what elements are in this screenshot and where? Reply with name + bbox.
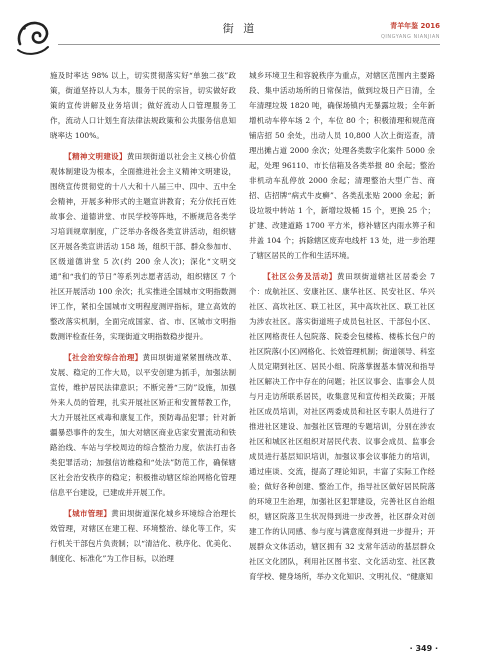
page-title: 街 道 [222, 22, 258, 35]
right-column-intro: 城乡环境卫生和容貌秩序为重点，对辖区范围内主要路段、集中活动场所的日常保洁，做到垃圾日产日清，全年清理垃圾 1820 吨，确保场镇内无暴露垃圾；全年新增机动车停车场 2 个，车位 80 个；积极清理和规范商铺店招 50 余处，出动人员 10,800 人次上街巡查，清理出摊占道 2000 余次；处理各类数字化案件 5000 余起，处理 96110、市长信箱及各类举报 80 余起；整治非机动车乱停放 2000 余起；清理整治大型广告、商招、店招牌“病式牛皮癣”、各类乱张贴 2000 余起；新设垃圾中转站 1 个，新增垃圾桶 15 个，更换 25 个；扩建、改建道路 1700 平方米，修补辖区内雨水箅子和井盖 104 个；拆除辖区废弃电线杆 13 处，进一步治理了辖区居民的工作和生活环境。 [249, 71, 435, 260]
section-tag: 【精神文明建设】 [64, 152, 127, 161]
header-rule [58, 44, 440, 45]
page-number: · 349 · [409, 644, 438, 653]
section-body: 黄田坝街道辖社区居委会 7 个：成航社区、安康社区、康华社区、民安社区、华兴社区、高坎社区、联工社区，其中高坎社区、联工社区为涉农社区。落实街道班子成员包社区、干部包小区、社区网格责任人包院落、院委会包楼栋、楼栋长包户的社区院落(小区)网格化、长效管理机制；街道领导、科室人员定期到社区、居民小组、院落掌握基本情况和指导社区解决工作中存在的问题；社区议事会、监事会人员与月走访所联系居民，收集意见和宣传相关政策；开展社区成员培训，对社区两委成员和社区专职人员进行了推进社区建设、加强社区管理的专题培训，分别在涉农社区和城区社区组织对居民代表、议事会成员、监事会成员进行基层知识培训，加强议事会议事能力的培训，通过座谈、交流，提高了理论知识，丰富了实际工作经验；做好各种创建、整治工作，指导社区做好居民院落的环境卫生治理，加强社区犯罪建设，完善社区自治组织，辖区院落卫生状况得到进一步改善，社区群众对创建工作的认同感、参与度与满意度得到进一步提升；开展群众文体活动，辖区拥有 32 支常年活动的基层群众社区文化团队，利用社区图书室、文化活动室、社区教育学校、健身场所，举办文化知识、文明礼仪、“健康知 [249, 272, 435, 581]
section-community-affairs [249, 269, 435, 584]
page-header [0, 0, 480, 68]
section-tag: 【社区公务及活动】 [263, 272, 338, 281]
section-body: 黄田坝街道紧紧围绕改革、发展、稳定的工作大局，以平安创建为抓手，加强法制宣传，维护居民法律意识；不断完善“三防”设施，加强外来人员的管理，扎实开展社区矫正和安置帮教工作，大力开展社区戒毒和康复工作，预防毒品犯罪；针对新疆暴恐事件的发生，加大对辖区商业店家安置流动和铁路治线、车站与学校周边的综合整治力度，依法打击各类犯罪活动；加强信访维稳和“处法”防范工作，确保辖区社会治安秩序的稳定；积极推动辖区综治网格化管理信息平台建设，已建成并开展工作。 [50, 353, 236, 497]
section-body: 黄田坝街道深化城乡环境综合治理长效管理，对辖区在建工程、环境整治、绿化等工作，实行机关干部包片负责制；以“清洁化、秩序化、优美化、制度化、标准化”为工作目标，以治理 [50, 509, 236, 563]
left-column [50, 68, 236, 638]
section-tag: 【社会治安综合治理】 [64, 353, 143, 362]
section-urban-management [50, 506, 236, 566]
right-column [249, 68, 435, 638]
yearbook-pinyin: QINGYANG NIANJIAN [380, 34, 440, 40]
section-public-security [50, 350, 236, 500]
section-civilization [50, 149, 236, 344]
left-column-intro: 施及时率达 98% 以上，切实贯彻落实好“单独二孩”政策，街道坚持以人为本，服务于民的宗旨，切实做好政策的宣传讲解及业务培训；做好流动人口管理服务工作，流动人口计划生育法律法规政策和公共服务信息知晓率达 100%。 [50, 71, 236, 140]
section-tag: 【城市管理】 [64, 509, 112, 518]
yearbook-name: 青羊年鉴 2016 [390, 22, 440, 30]
section-body: 黄田坝街道以社会主义核心价值观体制建设为根本，全面推进社会主义精神文明建设，围绕宣传贯彻党的十八大和十八届三中、四中、五中全会精神，开展多种形式的主题宣讲教育；充分依托百姓故事会、道德讲堂、市民学校等阵地，不断规范各类学习培训规章制度，广泛举办各级各类宣讲活动，组织辖区开展各类宣讲活动 158 场，组织干部、群众参加市、区级道德讲堂 5 次(约 200 余人次)；深化“文明交通”和“我们的节日”等系列志愿者活动，组织辖区 7 个社区开展活动 100 余次；扎实推进全国城市文明指数测评工作，紧扣全国城市文明程度测评指标，建立高效的整改落实机制，全面完成国家、省、市、区城市文明指数测评检查任务，实现街道文明指数稳步提升。 [50, 152, 236, 341]
